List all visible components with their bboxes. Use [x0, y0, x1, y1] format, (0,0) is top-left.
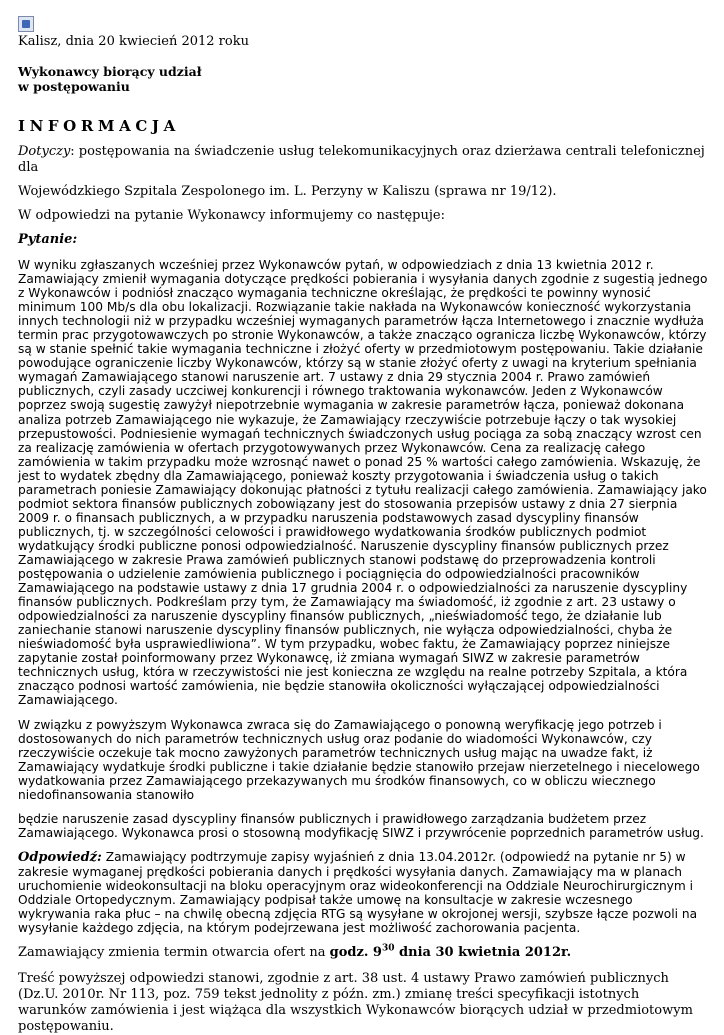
intro-text: W odpowiedzi na pytanie Wykonawcy informujemy co następuje:: [18, 208, 445, 223]
answer-body: Zamawiający podtrzymuje zapisy wyjaśnień z dnia 13.04.2012r. (odpowiedź na pytanie nr 5) w zakresie wymaganej prędkości pobierania danych i prędkości wysyłania danych. Zamawiający ma w planach uruchomienie wideokonsultacji na bloku operacyjnym oraz wideokonferencji na Oddziale Neurochirurgicznym i Oddziale Ortopedycznym. Zamawiający podpisał także umowę na konsultacje w zakresie wczesnego wykrywania raka płuc – na chwilę obecną zdjęcia RTG są wysyłane w okrojonej wersji, szybsze łącze pozwoli na wysyłanie każdego zdjęcia, na którym podejrzewana jest możliwość zachorowania pacjenta.: [18, 849, 698, 936]
deadline-date: dnia 30 kwietnia 2012r.: [394, 945, 572, 961]
subject-label: Dotyczy: [18, 144, 71, 159]
document: [18, 16, 708, 1035]
question-label: Pytanie:: [18, 232, 78, 247]
deadline-line: [18, 945, 708, 961]
deadline-minutes: 30: [381, 943, 395, 954]
paragraph-3: będzie naruszenie zasad dyscypliny finansów publicznych i prawidłowego zarządzania budżetem przez Zamawiającego. Wykonawca prosi o stosowną modyfikację SIWZ i przywrócenie poprzednich parametrów usług.: [18, 811, 704, 840]
subject-text-1: : postępowania na świadczenie usług telekomunikacyjnych oraz dzierżawa centrali telefonicznej dla: [18, 144, 705, 175]
recipient-line-2: w postępowaniu: [18, 79, 130, 94]
deadline-prefix: Zamawiający zmienia termin otwarcia ofert na: [18, 945, 330, 961]
paragraph-2: W związku z powyższym Wykonawca zwraca się do Zamawiającego o ponowną weryfikację jego potrzeb i dostosowanych do nich parametrów technicznych usług oraz podanie do wiadomości Wykonawców, czy rzeczywiście oczekuje tak mocno zawyżonych parametrów technicznych usług mając na uwadze fakt, iż Zamawiający wydatkuje środki publiczne i takie działanie będzie stanowiło przejaw nierzetelnego i niecelowego wydatkowania przez Zamawiającego przekazywanych mu środków finansowych, co w obliczu wiecznego niedofinansowania stanowiło: [18, 717, 700, 802]
question-body: W wyniku zgłaszanych wcześniej przez Wykonawców pytań, w odpowiedziach z dnia 13 kwietnia 2012 r. Zamawiający zmienił wymagania dotyczące prędkości pobierania i wysyłania danych zgodnie z sugestią jednego z Wykonawców i podniósł znacząco wymagania techniczne określając, że prędkości te powinny wynosić minimum 100 Mb/s dla obu lokalizacji. Rozwiązanie takie nakłada na Wykonawców konieczność wykorzystania innych technologii niż w przypadku wcześniej wymaganych parametrów łącza Internetowego i znacznie wydłuża termin prac przygotowawczych po stronie Wykonawców, a także znacząco ogranicza liczbę Wykonawców, którzy są w stanie spełnić takie wymagania techniczne i złożyć oferty w przedmiotowym postępowaniu. Takie działanie powodujące ograniczenie liczby Wykonawców, którzy są w stanie złożyć oferty z uwagi na kryterium spełniania wymagań Zamawiającego stanowi naruszenie art. 7 ustawy z dnia 29 stycznia 2004 r. Prawo zamówień publicznych, czyli zasady uczciwej konkurencji i równego traktowania wykonawców. Jeden z Wykonawców poprzez swoją sugestię zawyżył niepotrzebnie wymagania w zakresie parametrów łącza, ponieważ dokonana analiza potrzeb Zamawiającego nie wykazuje, że Zamawiający rzeczywiście potrzebuje łączy o tak wysokiej przepustowości. Podniesienie wymagań technicznych świadczonych usług pociąga za sobą znaczący wzrost cen za realizację zamówienia w ofertach przygotowywanych przez Wykonawców. Cena za realizację całego zamówienia w takim przypadku może wzrosnąć nawet o ponad 25 % wartości całego zamówienia. Wskazuję, że jest to wydatek zbędny dla Zamawiającego, ponieważ koszty przygotowania i świadczenia usług o takich parametrach poniesie Zamawiający dokonując płatności z tytułu realizacji całego zamówienia. Zamawiający jako podmiot sektora finansów publicznych zobowiązany jest do stosowania przepisów ustawy z dnia 27 sierpnia 2009 r. o finansach publicznych, a w przypadku naruszenia podstawowych zasad dyscypliny finansów publicznych, tj. w szczególności celowości i prawidłowego wydatkowania środków publicznych podmiot wydatkujący środki publiczne ponosi odpowiedzialność. Naruszenie dyscypliny finansów publicznych przez Zamawiającego w zakresie Prawa zamówień publicznych stanowi podstawę do przeprowadzenia kontroli postępowania o udzielenie zamówienia publicznego i pociągnięcia do odpowiedzialności pracowników Zamawiającego na podstawie ustawy z dnia 17 grudnia 2004 r. o odpowiedzialności za naruszenie dyscypliny finansów publicznych. Podkreślam przy tym, że Zamawiający ma świadomość, iż zgodnie z art. 23 ustawy o odpowiedzialności za naruszenie dyscypliny finansów publicznych, „nieświadomość tego, że działanie lub zaniechanie stanowi naruszenie dyscypliny finansów publicznych, nie wyłącza odpowiedzialności, chyba że nieświadomość była usprawiedliwiona”. W tym przypadku, wobec faktu, że Zamawiający poprzez niniejsze zapytanie został poinformowany przez Wykonawcę, iż zmiana wymagań SIWZ w zakresie parametrów technicznych usług, która w rzeczywistości nie jest konieczna ze względu na realne potrzeby Szpitala, a która znacząco podnosi wartość zamówienia, nie będzie stanowiła okoliczności wyłączającej odpowiedzialności Zamawiającego.: [18, 258, 708, 708]
document-heading: INFORMACJA: [18, 117, 180, 135]
answer-label: Odpowiedź:: [18, 849, 102, 865]
recipient-line-1: Wykonawcy biorący udział: [18, 64, 202, 79]
subject-line: [18, 144, 708, 176]
broken-image-icon: [18, 16, 34, 32]
final-paragraph: Treść powyższej odpowiedzi stanowi, zgodnie z art. 38 ust. 4 ustawy Prawo zamówień publicznych (Dz.U. 2010r. Nr 113, poz. 759 tekst jednolity z późn. zm.) zmianę treści specyfikacji istotnych warunków zamówienia i jest wiążąca dla wszystkich Wykonawców biorących udział w przedmiotowym postępowaniu.: [18, 971, 693, 1035]
date-line: Kalisz, dnia 20 kwiecień 2012 roku: [18, 34, 249, 49]
subject-line-2: Wojewódzkiego Szpitala Zespolonego im. L. Perzyny w Kaliszu (sprawa nr 19/12).: [18, 184, 557, 199]
deadline-hour: godz. 9: [329, 945, 382, 961]
answer-paragraph: [18, 850, 708, 935]
recipient-block: [18, 64, 708, 94]
